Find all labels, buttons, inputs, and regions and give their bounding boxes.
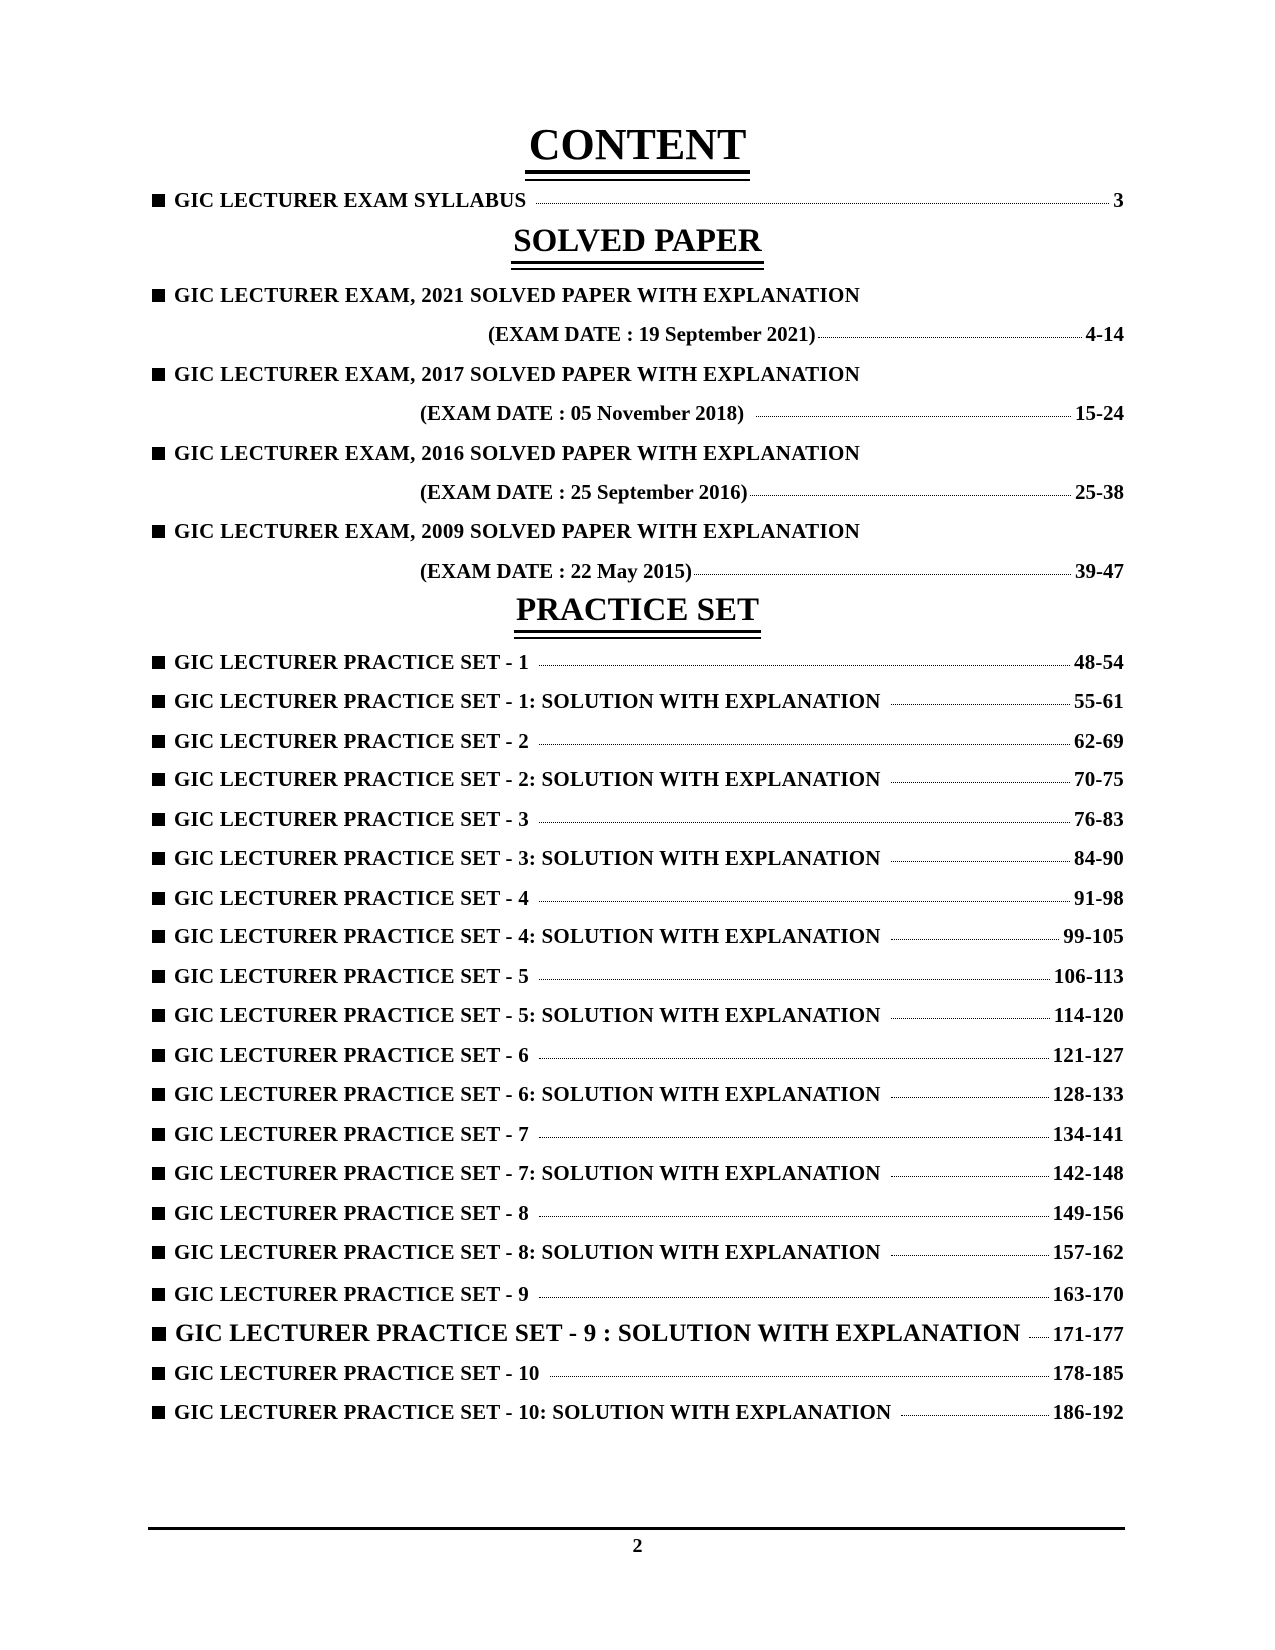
toc-entry-label: GIC LECTURER PRACTICE SET - 2	[174, 729, 529, 753]
dot-leader	[539, 1215, 1049, 1217]
toc-entry-syllabus[interactable]	[152, 188, 1124, 218]
toc-entry-pages: 25-38	[1075, 480, 1124, 504]
toc-entry-label: GIC LECTURER PRACTICE SET - 5: SOLUTION WITH EXPLANATION	[174, 1003, 881, 1027]
toc-entry-label: GIC LECTURER PRACTICE SET - 10: SOLUTION WITH EXPLANATION	[174, 1400, 892, 1424]
toc-entry-solved-2017-date[interactable]	[420, 401, 1124, 431]
dot-leader	[539, 900, 1070, 902]
toc-entry-label: GIC LECTURER PRACTICE SET - 3: SOLUTION WITH EXPLANATION	[174, 846, 881, 870]
dot-leader	[891, 938, 1060, 940]
toc-entry-label: GIC LECTURER PRACTICE SET - 3	[174, 807, 529, 831]
dot-leader	[539, 978, 1050, 980]
toc-entry-label: GIC LECTURER PRACTICE SET - 4	[174, 886, 529, 910]
exam-date: (EXAM DATE : 25 September 2016)	[420, 480, 748, 504]
toc-entry-solved-2009-date[interactable]	[420, 559, 1124, 589]
dot-leader	[891, 781, 1070, 783]
toc-entry-practice[interactable]	[152, 1043, 1124, 1073]
toc-entry-practice[interactable]	[152, 807, 1124, 837]
page-title: CONTENT	[0, 122, 1275, 174]
square-bullet-icon	[152, 447, 165, 460]
toc-entry-pages: 55-61	[1074, 689, 1124, 713]
section-heading-solved-paper: SOLVED PAPER	[0, 224, 1275, 264]
toc-entry-pages: 171-177	[1052, 1322, 1124, 1346]
toc-entry-pages: 84-90	[1074, 846, 1124, 870]
toc-entry-label: GIC LECTURER PRACTICE SET - 4: SOLUTION WITH EXPLANATION	[174, 924, 881, 948]
dot-leader	[550, 1375, 1049, 1377]
toc-entry-pages: 163-170	[1052, 1282, 1124, 1306]
toc-entry-pages: 3	[1113, 188, 1124, 212]
toc-entry-pages: 15-24	[1075, 401, 1124, 425]
toc-entry-pages: 4-14	[1085, 322, 1124, 346]
toc-entry-practice[interactable]	[152, 924, 1124, 954]
dot-leader	[901, 1414, 1048, 1416]
dot-leader	[818, 336, 1082, 338]
toc-entry-label: GIC LECTURER PRACTICE SET - 7: SOLUTION WITH EXPLANATION	[174, 1161, 881, 1185]
dot-leader	[891, 1254, 1049, 1256]
square-bullet-icon	[152, 1049, 165, 1062]
toc-entry-pages: 128-133	[1052, 1082, 1124, 1106]
toc-entry-label: GIC LECTURER EXAM, 2009 SOLVED PAPER WITH EXPLANATION	[174, 519, 861, 543]
square-bullet-icon	[152, 695, 165, 708]
toc-entry-pages: 106-113	[1053, 964, 1124, 988]
toc-entry-label: GIC LECTURER EXAM SYLLABUS	[174, 188, 527, 212]
footer-divider	[148, 1527, 1125, 1530]
toc-entry-practice[interactable]	[152, 650, 1124, 680]
square-bullet-icon	[152, 1406, 165, 1419]
square-bullet-icon	[152, 1167, 165, 1180]
square-bullet-icon	[152, 368, 165, 381]
toc-entry-label: GIC LECTURER PRACTICE SET - 6	[174, 1043, 529, 1067]
dot-leader	[891, 1017, 1050, 1019]
square-bullet-icon	[152, 1009, 165, 1022]
square-bullet-icon	[152, 773, 165, 786]
toc-entry-solved-2016[interactable]	[152, 441, 860, 466]
dot-leader	[891, 1175, 1049, 1177]
toc-entry-pages: 91-98	[1074, 886, 1124, 910]
toc-entry-label: GIC LECTURER PRACTICE SET - 7	[174, 1122, 529, 1146]
toc-entry-label: GIC LECTURER EXAM, 2016 SOLVED PAPER WITH EXPLANATION	[174, 441, 861, 465]
toc-entry-practice[interactable]	[152, 1082, 1124, 1112]
dot-leader	[891, 1096, 1049, 1098]
toc-entry-pages: 114-120	[1053, 1003, 1124, 1027]
dot-leader	[1029, 1336, 1049, 1338]
toc-entry-practice[interactable]	[152, 846, 1124, 876]
dot-leader	[694, 573, 1071, 575]
square-bullet-icon	[152, 1327, 166, 1341]
toc-entry-pages: 157-162	[1052, 1240, 1124, 1264]
toc-entry-label: GIC LECTURER PRACTICE SET - 1	[174, 650, 529, 674]
toc-entry-practice[interactable]	[152, 1240, 1124, 1270]
toc-entry-label: GIC LECTURER PRACTICE SET - 5	[174, 964, 529, 988]
toc-entry-pages: 62-69	[1074, 729, 1124, 753]
toc-entry-practice[interactable]	[152, 729, 1124, 759]
toc-entry-practice[interactable]	[152, 689, 1124, 719]
square-bullet-icon	[152, 525, 165, 538]
square-bullet-icon	[152, 289, 165, 302]
square-bullet-icon	[152, 970, 165, 983]
square-bullet-icon	[152, 1367, 165, 1380]
toc-entry-pages: 149-156	[1052, 1201, 1124, 1225]
toc-entry-label: GIC LECTURER PRACTICE SET - 10	[174, 1361, 540, 1385]
toc-entry-pages: 134-141	[1052, 1122, 1124, 1146]
dot-leader	[891, 703, 1070, 705]
toc-entry-practice[interactable]	[152, 1361, 1124, 1391]
toc-entry-label: GIC LECTURER EXAM, 2021 SOLVED PAPER WITH EXPLANATION	[174, 283, 861, 307]
exam-date: (EXAM DATE : 19 September 2021)	[488, 322, 816, 346]
toc-entry-label: GIC LECTURER PRACTICE SET - 1: SOLUTION WITH EXPLANATION	[174, 689, 881, 713]
square-bullet-icon	[152, 194, 165, 207]
toc-entry-practice[interactable]	[152, 1201, 1124, 1231]
toc-entry-practice[interactable]	[152, 1122, 1124, 1152]
toc-entry-pages: 99-105	[1063, 924, 1124, 948]
square-bullet-icon	[152, 852, 165, 865]
toc-entry-solved-2017[interactable]	[152, 362, 860, 387]
exam-date: (EXAM DATE : 22 May 2015)	[420, 559, 692, 583]
toc-entry-pages: 178-185	[1052, 1361, 1124, 1385]
square-bullet-icon	[152, 1207, 165, 1220]
square-bullet-icon	[152, 930, 165, 943]
dot-leader	[539, 821, 1070, 823]
toc-entry-solved-2016-date[interactable]	[420, 480, 1124, 510]
toc-entry-pages: 70-75	[1074, 767, 1124, 791]
page-number: 2	[632, 1535, 643, 1557]
toc-entry-practice[interactable]	[152, 1161, 1124, 1191]
square-bullet-icon	[152, 1128, 165, 1141]
toc-entry-label: GIC LECTURER PRACTICE SET - 6: SOLUTION WITH EXPLANATION	[174, 1082, 881, 1106]
dot-leader	[539, 1057, 1049, 1059]
dot-leader	[756, 415, 1071, 417]
toc-entry-label: GIC LECTURER PRACTICE SET - 9	[174, 1282, 529, 1306]
dot-leader	[539, 1296, 1049, 1298]
dot-leader	[750, 494, 1071, 496]
square-bullet-icon	[152, 656, 165, 669]
square-bullet-icon	[152, 735, 165, 748]
toc-entry-pages: 39-47	[1075, 559, 1124, 583]
toc-entry-pages: 76-83	[1074, 807, 1124, 831]
toc-entry-practice[interactable]	[152, 1003, 1124, 1033]
toc-entry-pages: 142-148	[1052, 1161, 1124, 1185]
dot-leader	[539, 664, 1070, 666]
toc-entry-solved-2009[interactable]	[152, 519, 860, 544]
toc-entry-pages: 186-192	[1052, 1400, 1124, 1424]
square-bullet-icon	[152, 813, 165, 826]
dot-leader	[536, 202, 1109, 204]
toc-entry-practice[interactable]	[152, 1400, 1124, 1430]
dot-leader	[539, 743, 1070, 745]
dot-leader	[539, 1136, 1049, 1138]
toc-entry-label: GIC LECTURER PRACTICE SET - 9 : SOLUTION WITH EXPLANATION	[175, 1320, 1021, 1347]
toc-entry-label: GIC LECTURER PRACTICE SET - 2: SOLUTION WITH EXPLANATION	[174, 767, 881, 791]
square-bullet-icon	[152, 892, 165, 905]
exam-date: (EXAM DATE : 05 November 2018)	[420, 401, 745, 425]
square-bullet-icon	[152, 1288, 165, 1301]
square-bullet-icon	[152, 1088, 165, 1101]
toc-entry-pages: 121-127	[1052, 1043, 1124, 1067]
dot-leader	[891, 860, 1070, 862]
square-bullet-icon	[152, 1246, 165, 1259]
toc-entry-solved-2021[interactable]	[152, 283, 860, 308]
toc-entry-practice[interactable]	[152, 964, 1124, 994]
toc-entry-practice[interactable]	[152, 1282, 1124, 1312]
toc-entry-label: GIC LECTURER EXAM, 2017 SOLVED PAPER WITH EXPLANATION	[174, 362, 861, 386]
section-heading-practice-set: PRACTICE SET	[0, 593, 1275, 633]
toc-entry-practice[interactable]	[152, 767, 1124, 797]
toc-entry-practice[interactable]	[152, 886, 1124, 916]
toc-entry-solved-2021-date[interactable]	[488, 322, 1124, 352]
toc-entry-label: GIC LECTURER PRACTICE SET - 8: SOLUTION WITH EXPLANATION	[174, 1240, 881, 1264]
toc-entry-label: GIC LECTURER PRACTICE SET - 8	[174, 1201, 529, 1225]
toc-entry-practice[interactable]	[152, 1320, 1124, 1350]
toc-entry-pages: 48-54	[1074, 650, 1124, 674]
